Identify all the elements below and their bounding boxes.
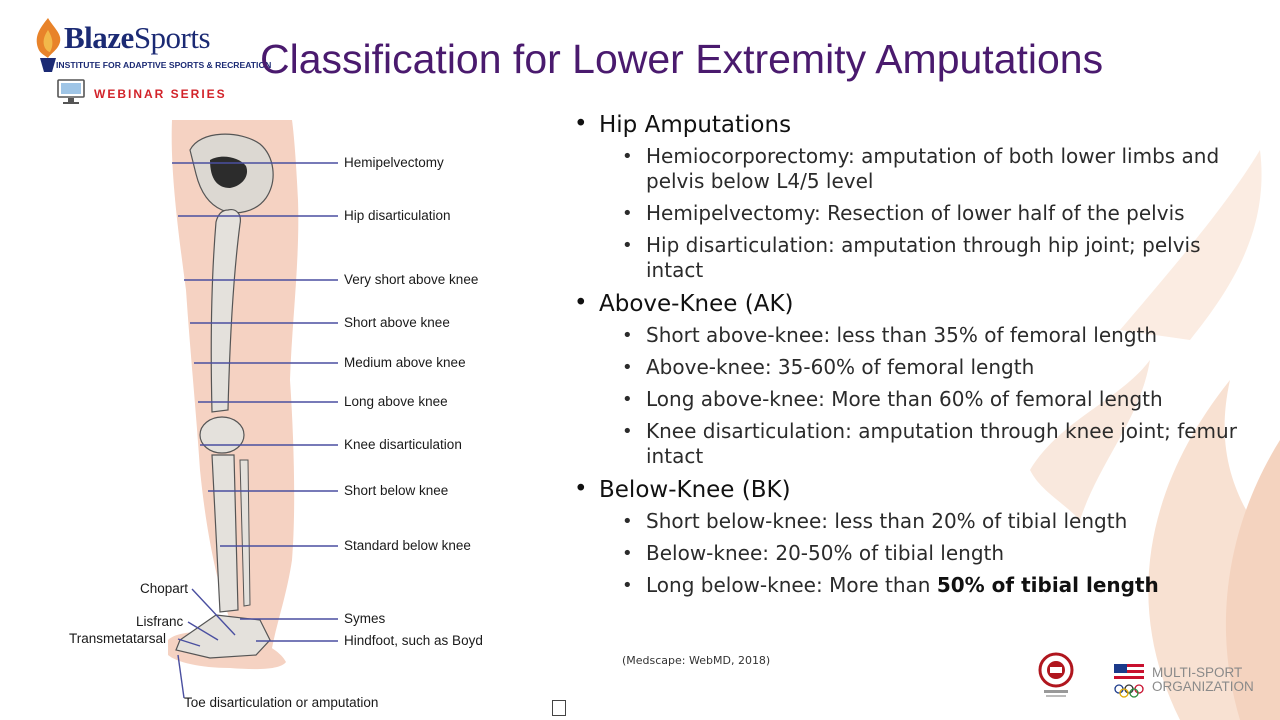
label-short-above-knee: Short above knee <box>344 315 450 330</box>
label-long-above-knee: Long above knee <box>344 394 448 409</box>
multi-sport-text <box>1152 666 1254 694</box>
logo-wordmark: BlazeSports <box>64 20 211 55</box>
label-very-short-above-knee: Very short above knee <box>344 272 479 287</box>
label-hemipelvectomy: Hemipelvectomy <box>344 155 444 170</box>
section-title: • Below-Knee (BK) <box>572 477 1252 503</box>
classification-bullets <box>572 112 1252 606</box>
label-chopart: Chopart <box>140 581 189 596</box>
list-item: • Knee disarticulation: amputation through knee joint; femur intact <box>572 419 1246 469</box>
label-short-below-knee: Short below knee <box>344 483 449 498</box>
multi-sport-line2: ORGANIZATION <box>1152 679 1254 694</box>
section-above-knee <box>572 291 1252 469</box>
leg-amputation-levels-figure <box>60 110 510 720</box>
webinar-series-label: WEBINAR SERIES <box>94 87 227 101</box>
section-below-knee <box>572 477 1252 598</box>
section-title: • Above-Knee (AK) <box>572 291 1252 317</box>
presentation-cursor-icon <box>552 700 566 716</box>
label-toe-disarticulation: Toe disarticulation or amputation <box>184 695 379 710</box>
gold-medal-seal-icon <box>1036 652 1076 702</box>
list-item: • Hip disarticulation: amputation through hip joint; pelvis intact <box>572 233 1246 283</box>
list-item-text: Long below-knee: More than <box>646 573 937 597</box>
label-transmetatarsal: Transmetatarsal <box>69 631 167 646</box>
logo-tagline: INSTITUTE FOR ADAPTIVE SPORTS & RECREATION <box>56 60 272 70</box>
multi-sport-line1: MULTI-SPORT <box>1152 665 1243 680</box>
label-hip-disarticulation: Hip disarticulation <box>344 208 451 223</box>
multi-sport-organization-logo <box>1112 662 1272 702</box>
list-item-emphasis: 50% of tibial length <box>936 573 1159 597</box>
label-symes: Symes <box>344 611 386 626</box>
webinar-monitor-icon <box>56 78 86 106</box>
leg-skeleton-illustration <box>60 110 510 720</box>
label-standard-below-knee: Standard below knee <box>344 538 471 553</box>
list-item: • Short below-knee: less than 20% of tibial length <box>572 509 1246 534</box>
list-item: • Short above-knee: less than 35% of femoral length <box>572 323 1246 348</box>
list-item: • Below-knee: 20-50% of tibial length <box>572 541 1246 566</box>
label-knee-disarticulation: Knee disarticulation <box>344 437 462 452</box>
label-medium-above-knee: Medium above knee <box>344 355 466 370</box>
list-item: • Hemiocorporectomy: amputation of both lower limbs and pelvis below L4/5 level <box>572 144 1246 194</box>
label-hindfoot: Hindfoot, such as Boyd <box>344 633 483 648</box>
citation: (Medscape: WebMD, 2018) <box>622 654 771 667</box>
label-lisfranc: Lisfranc <box>136 614 184 629</box>
slide-title: Classification for Lower Extremity Amputations <box>260 36 1104 82</box>
list-item: • Long above-knee: More than 60% of femoral length <box>572 387 1246 412</box>
list-item: • Hemipelvectomy: Resection of lower half of the pelvis <box>572 201 1246 226</box>
list-item: • Above-knee: 35-60% of femoral length <box>572 355 1246 380</box>
section-title: • Hip Amputations <box>572 112 1252 138</box>
section-hip <box>572 112 1252 283</box>
us-flag-rings-icon <box>1112 662 1146 698</box>
blazesports-logo <box>30 16 272 111</box>
list-item <box>572 573 1246 598</box>
